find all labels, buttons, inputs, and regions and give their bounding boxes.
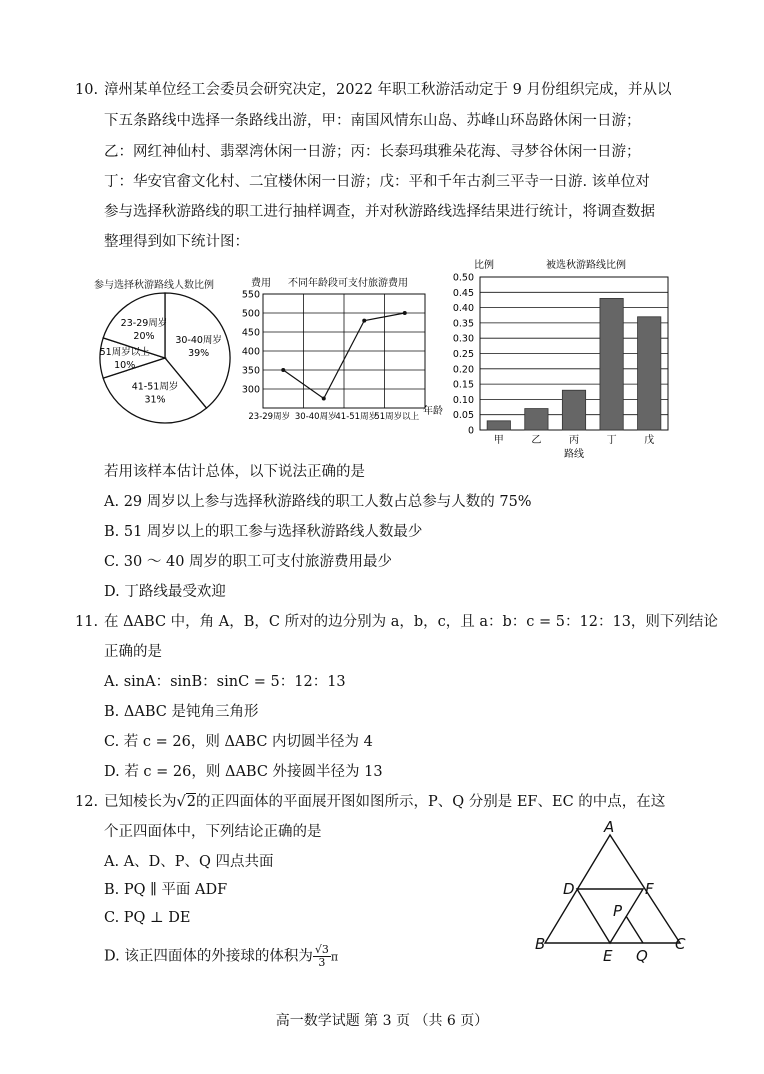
pie-slice-value: 31% [144, 394, 166, 406]
label-e: E [603, 947, 613, 965]
bar-chart-bar [525, 409, 548, 430]
label-a: A [604, 818, 615, 836]
q10-line-3: 乙：网红神仙村、翡翠湾休闲一日游；丙：长泰玛琪雅朵花海、寻梦谷休闲一日游； [104, 144, 641, 160]
q12-option-d [104, 944, 338, 969]
label-p: P [613, 902, 623, 920]
q11-number: 11. [75, 614, 99, 630]
line-chart-xtick: 51周岁以上 [374, 412, 420, 422]
q11-line-1: 在 ΔABC 中，角 A，B，C 所对的边分别为 a，b，c，且 a：b：c = 5：12：13，则下列结论 [104, 614, 718, 630]
q12-line-1-b: 的正四面体的平面展开图如图所示，P、Q 分别是 EF、EC 的中点，在这 [195, 794, 666, 810]
line-chart-xtick: 41-51周岁 [335, 412, 378, 422]
q11-option-d: D. 若 c = 26，则 ΔABC 外接圆半径为 13 [104, 764, 383, 780]
q10-stem: 若用该样本估计总体，以下说法正确的是 [104, 464, 365, 480]
q10-option-c: C. 30 ～ 40 周岁的职工可支付旅游费用最少 [104, 554, 393, 570]
q11-option-a: A. sinA：sinB：sinC = 5：12：13 [104, 674, 346, 690]
bar-chart-ytick: 0.40 [452, 303, 474, 315]
tetrahedron-net-figure [525, 815, 705, 965]
q12-line-1-a: 已知棱长为 [104, 794, 177, 810]
bar-chart-ytick: 0.10 [452, 394, 474, 406]
line-chart-svg [235, 272, 443, 432]
q11-option-c: C. 若 c = 26，则 ΔABC 内切圆半径为 4 [104, 734, 373, 750]
bar-chart-ytick: 0.25 [452, 349, 474, 360]
line-chart-point [322, 397, 326, 401]
bar-chart-xtick: 丙 [569, 435, 579, 446]
bar-chart-bar [638, 317, 661, 430]
q11-option-b: B. ΔABC 是钝角三角形 [104, 704, 259, 720]
label-q: Q [636, 947, 648, 965]
bar-chart-title: 被选秋游路线比例 [546, 260, 626, 271]
bar-chart-xtick: 甲 [493, 435, 504, 446]
q12-line-1 [104, 792, 665, 812]
label-d: D [563, 880, 575, 898]
bar-chart-ytick: 0.30 [452, 333, 474, 345]
sqrt-symbol: √ [176, 794, 186, 810]
bar-chart-xlabel: 路线 [564, 449, 584, 460]
q12-option-c: C. PQ ⊥ DE [104, 910, 191, 926]
line-chart-ytick: 550 [241, 289, 260, 301]
line-chart [235, 272, 443, 432]
line-chart-ytick: 450 [241, 327, 260, 339]
label-b: B [535, 935, 546, 953]
line-chart-ylabel: 费用 [251, 278, 271, 289]
line-chart-xtick: 30-40周岁 [294, 412, 337, 422]
line-chart-ytick: 350 [241, 365, 260, 377]
pie-chart [90, 272, 240, 432]
volume-fraction [313, 944, 331, 969]
pie-chart-title: 参与选择秋游路线人数比例 [94, 280, 214, 291]
pie-slice-label: 41-51周岁 [131, 381, 179, 393]
bar-chart-ytick: 0.05 [452, 410, 474, 422]
bar-chart-xtick: 乙 [531, 435, 542, 446]
q12-number: 12. [75, 794, 99, 810]
q10-line-6: 整理得到如下统计图： [104, 234, 249, 250]
pie-slice-label: 30-40周岁 [175, 334, 222, 346]
line-chart-xlabel: 年龄 [423, 406, 443, 417]
bar-chart [440, 255, 680, 460]
q12-option-d-prefix: D. 该正四面体的外接球的体积为 [104, 948, 313, 965]
bar-chart-ytick: 0.45 [452, 287, 474, 299]
bar-chart-bar [562, 390, 585, 430]
pie-slice-value: 20% [133, 331, 155, 343]
pie-slice-value: 10% [114, 360, 136, 371]
q10-option-a: A. 29 周岁以上参与选择秋游路线的职工人数占总参与人数的 75% [104, 494, 532, 510]
q12-option-d-suffix: π [330, 950, 339, 964]
label-c: C [675, 935, 686, 953]
line-chart-ytick: 400 [241, 346, 260, 358]
page-footer: 高一数学试题 第 3 页 （共 6 页） [275, 1013, 489, 1029]
bar-chart-ytick: 0.15 [452, 379, 474, 391]
line-chart-ytick: 300 [241, 384, 260, 396]
q10-line-4: 丁：华安官畲文化村、二宜楼休闲一日游；戊：平和千年古刹三平寺一日游. 该单位对 [104, 174, 650, 190]
line-chart-point [362, 319, 366, 323]
bar-chart-bar [600, 298, 623, 430]
line-chart-ytick: 500 [241, 308, 260, 320]
pie-slice-value: 39% [188, 347, 210, 359]
q10-line-5: 参与选择秋游路线的职工进行抽样调查，并对秋游路线选择结果进行统计，将调查数据 [104, 204, 655, 220]
q10-number: 10. [75, 82, 99, 98]
bar-chart-svg [440, 255, 680, 460]
line-chart-title: 不同年龄段可支付旅游费用 [288, 278, 408, 289]
q12-sqrt-value: 2 [186, 794, 196, 810]
q12-line-2: 个正四面体中，下列结论正确的是 [104, 824, 322, 840]
pie-chart-svg [90, 286, 240, 436]
line-chart-point [403, 311, 407, 315]
bar-chart-ytick: 0 [467, 425, 474, 437]
label-f: F [645, 880, 654, 898]
q11-line-2: 正确的是 [104, 644, 162, 660]
inner-triangle [577, 889, 643, 943]
q12-option-a: A. A、D、P、Q 四点共面 [104, 854, 274, 870]
q10-option-b: B. 51 周岁以上的职工参与选择秋游路线人数最少 [104, 524, 423, 540]
bar-chart-ytick: 0.20 [452, 364, 474, 376]
pie-slice-label: 51周岁以上 [99, 347, 150, 358]
q10-option-d: D. 丁路线最受欢迎 [104, 584, 226, 600]
fraction-denominator: 3 [318, 956, 326, 969]
bar-chart-bar [487, 421, 510, 430]
line-chart-point [281, 368, 285, 372]
bar-chart-ylabel: 比例 [474, 260, 494, 271]
pie-slice-label: 23-29周岁 [120, 318, 168, 330]
bar-chart-ytick: 0.35 [452, 318, 474, 330]
fraction-numerator: √3 [314, 943, 329, 956]
bar-chart-xtick: 戊 [644, 435, 655, 446]
bar-chart-xtick: 丁 [606, 435, 617, 446]
line-chart-xtick: 23-29周岁 [248, 412, 291, 422]
bar-chart-ytick: 0.50 [452, 272, 474, 284]
q10-line-1: 漳州某单位经工会委员会研究决定，2022 年职工秋游活动定于 9 月份组织完成，并从以 [104, 82, 672, 98]
q12-option-b: B. PQ ∥ 平面 ADF [104, 882, 228, 898]
segment-pq [626, 916, 643, 943]
q10-line-2: 下五条路线中选择一条路线出游，甲：南国风情东山岛、苏峰山环岛路休闲一日游； [104, 113, 641, 129]
